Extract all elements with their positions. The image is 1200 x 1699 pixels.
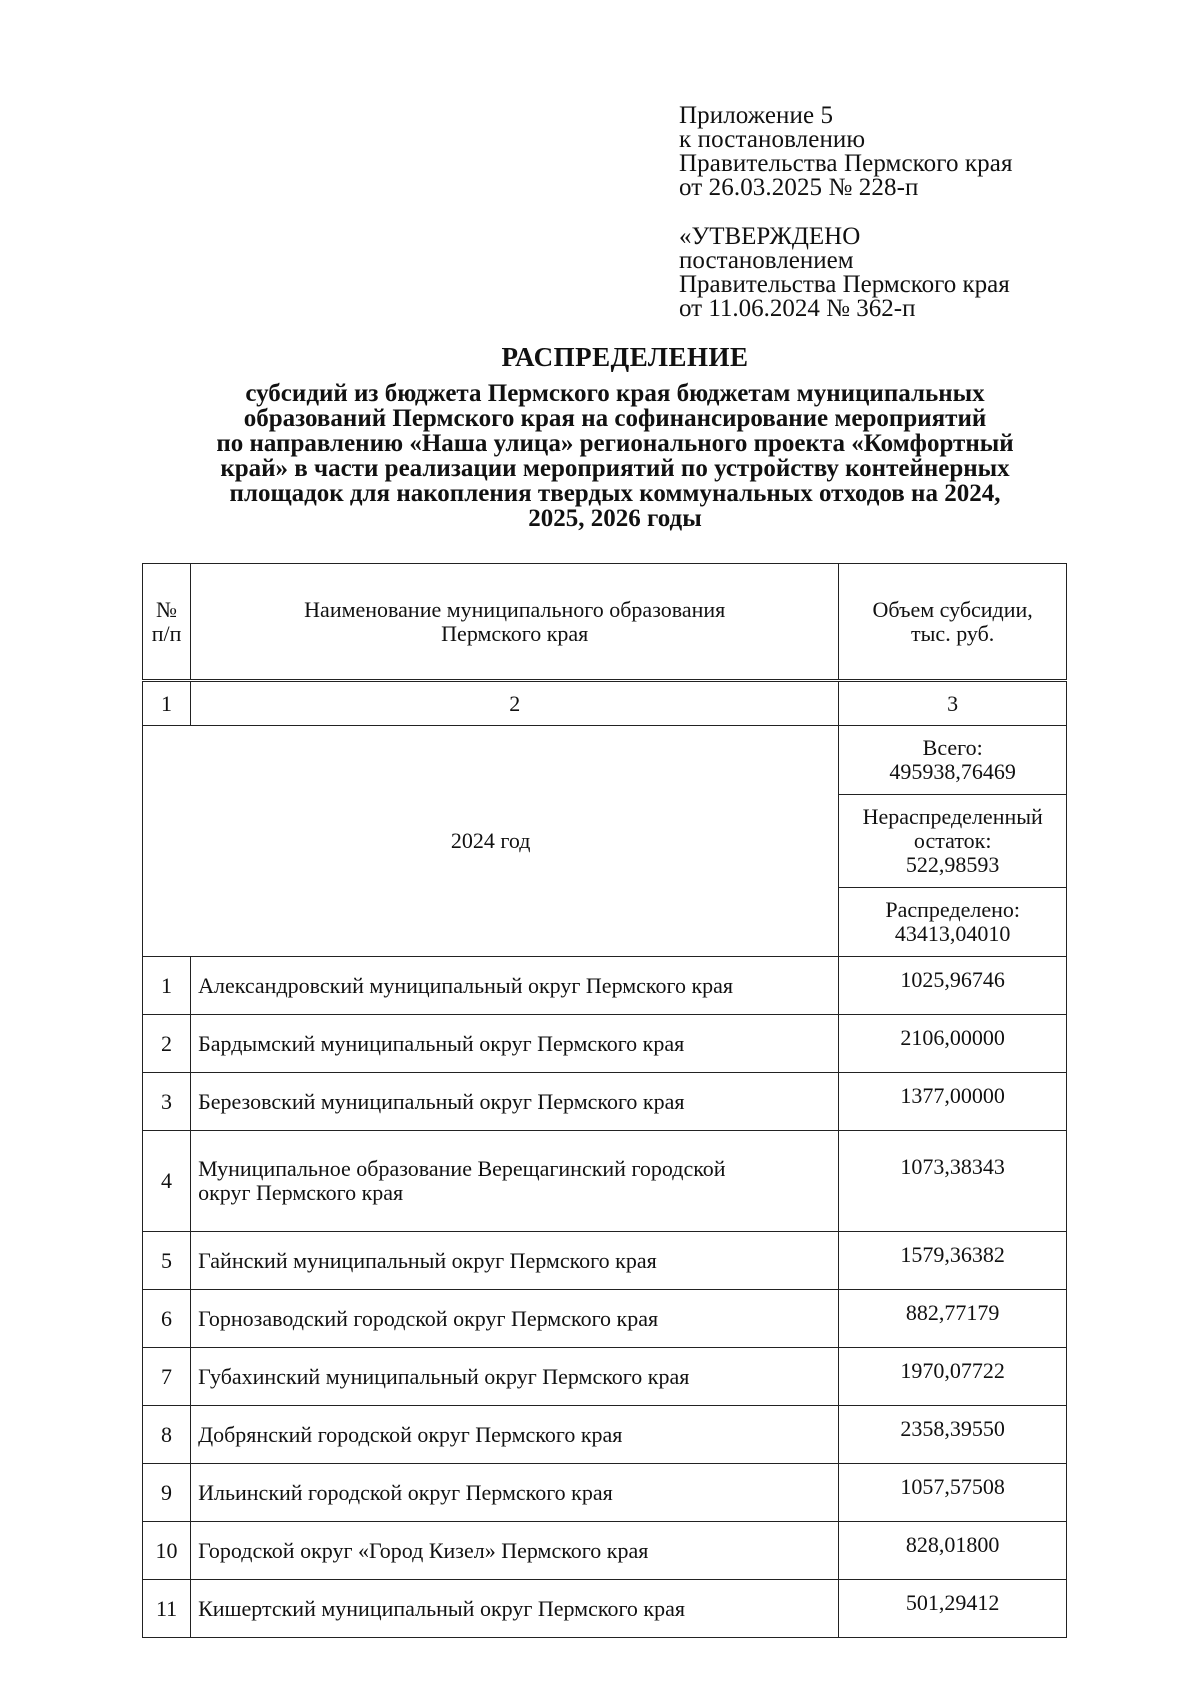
- row-name: Александровский муниципальный округ Пермского края: [191, 957, 839, 1015]
- header-num-line: п/п: [151, 620, 182, 646]
- row-num: 9: [143, 1464, 191, 1522]
- row-name: Ильинский городской округ Пермского края: [191, 1464, 839, 1522]
- row-name: Березовский муниципальный округ Пермского края: [191, 1073, 839, 1131]
- index-cell: 1: [143, 681, 191, 726]
- row-value: 2106,00000: [839, 1015, 1067, 1073]
- appendix-line: Правительства Пермского края: [679, 150, 1013, 177]
- header-num-line: №: [156, 596, 178, 622]
- year-label: 2024 год: [143, 726, 839, 957]
- row-num: 3: [143, 1073, 191, 1131]
- subtitle-line: 2025, 2026 годы: [528, 505, 702, 532]
- subtitle-line: субсидий из бюджета Пермского края бюджетам муниципальных: [245, 380, 985, 407]
- row-num: 4: [143, 1131, 191, 1232]
- row-value: 1073,38343: [839, 1131, 1067, 1232]
- row-value: 2358,39550: [839, 1406, 1067, 1464]
- header-value-line: тыс. руб.: [911, 620, 995, 646]
- year-row: [143, 726, 1067, 795]
- row-value: 1025,96746: [839, 957, 1067, 1015]
- row-num: 5: [143, 1232, 191, 1290]
- appendix-line: к постановлению: [679, 126, 866, 153]
- table-row: [143, 1131, 1067, 1232]
- row-value: 1579,36382: [839, 1232, 1067, 1290]
- column-index-row: [143, 681, 1067, 726]
- table-row: [143, 1406, 1067, 1464]
- row-name: Городской округ «Город Кизел» Пермского края: [191, 1522, 839, 1580]
- table-row: [143, 957, 1067, 1015]
- header-value-line: Объем субсидии,: [872, 596, 1033, 622]
- table-row: [143, 1580, 1067, 1638]
- document-title: РАСПРЕДЕЛЕНИЕ: [501, 342, 749, 372]
- row-value: 1377,00000: [839, 1073, 1067, 1131]
- appendix-line: от 26.03.2025 № 228-п: [679, 174, 919, 201]
- row-value: 1970,07722: [839, 1348, 1067, 1406]
- table-header-row: [143, 564, 1067, 681]
- unallocated-cell: [839, 795, 1067, 888]
- subtitle-line: край» в части реализации мероприятий по устройству контейнерных: [220, 455, 1010, 482]
- appendix-line: Приложение 5: [679, 102, 834, 129]
- table-row: [143, 1073, 1067, 1131]
- approval-line: Правительства Пермского края: [679, 271, 1010, 298]
- row-name: Кишертский муниципальный округ Пермского края: [191, 1580, 839, 1638]
- table-row: [143, 1522, 1067, 1580]
- row-name: [191, 1131, 839, 1232]
- approval-line: от 11.06.2024 № 362-п: [679, 295, 916, 322]
- row-num: 8: [143, 1406, 191, 1464]
- unallocated-label: Нераспределенный: [862, 804, 1043, 829]
- unallocated-label: остаток:: [913, 828, 992, 853]
- header-value: [839, 564, 1067, 681]
- row-name: Губахинский муниципальный округ Пермского края: [191, 1348, 839, 1406]
- row-value: 1057,57508: [839, 1464, 1067, 1522]
- index-cell: 3: [839, 681, 1067, 726]
- table-row: [143, 1464, 1067, 1522]
- row-num: 11: [143, 1580, 191, 1638]
- subtitle-line: по направлению «Наша улица» регионального проекта «Комфортный: [216, 430, 1014, 457]
- row-num: 7: [143, 1348, 191, 1406]
- header-num: [143, 564, 191, 681]
- approval-line: постановлением: [679, 247, 854, 274]
- total-value: 495938,76469: [889, 759, 1016, 784]
- row-name: Добрянский городской округ Пермского края: [191, 1406, 839, 1464]
- table-row: [143, 1232, 1067, 1290]
- approval-line: «УТВЕРЖДЕНО: [679, 223, 861, 250]
- header-name: [191, 564, 839, 681]
- row-value: 828,01800: [839, 1522, 1067, 1580]
- allocated-cell: [839, 888, 1067, 957]
- row-num: 6: [143, 1290, 191, 1348]
- header-name-line: Наименование муниципального образования: [304, 596, 726, 622]
- row-value: 501,29412: [839, 1580, 1067, 1638]
- table-row: [143, 1290, 1067, 1348]
- subtitle-line: образований Пермского края на софинансирование мероприятий: [243, 405, 987, 432]
- approval-block: [679, 225, 1010, 321]
- row-num: 1: [143, 957, 191, 1015]
- appendix-block: [679, 104, 1013, 200]
- distribution-table: [142, 563, 1067, 1638]
- table-row: [143, 1348, 1067, 1406]
- total-cell: [839, 726, 1067, 795]
- row-value: 882,77179: [839, 1290, 1067, 1348]
- unallocated-value: 522,98593: [905, 852, 1000, 877]
- row-num: 10: [143, 1522, 191, 1580]
- document-subtitle: [150, 381, 1080, 531]
- row-name-line: Муниципальное образование Верещагинский городской: [198, 1156, 726, 1181]
- allocated-value: 43413,04010: [894, 921, 1011, 946]
- row-name: Бардымский муниципальный округ Пермского края: [191, 1015, 839, 1073]
- subtitle-line: площадок для накопления твердых коммунальных отходов на 2024,: [229, 480, 1001, 507]
- table-row: [143, 1015, 1067, 1073]
- total-label: Всего:: [922, 735, 983, 760]
- row-name-line: округ Пермского края: [198, 1180, 404, 1205]
- row-num: 2: [143, 1015, 191, 1073]
- header-name-line: Пермского края: [441, 620, 589, 646]
- row-name: Горнозаводский городской округ Пермского края: [191, 1290, 839, 1348]
- index-cell: 2: [191, 681, 839, 726]
- allocated-label: Распределено:: [885, 897, 1020, 922]
- row-name: Гайнский муниципальный округ Пермского края: [191, 1232, 839, 1290]
